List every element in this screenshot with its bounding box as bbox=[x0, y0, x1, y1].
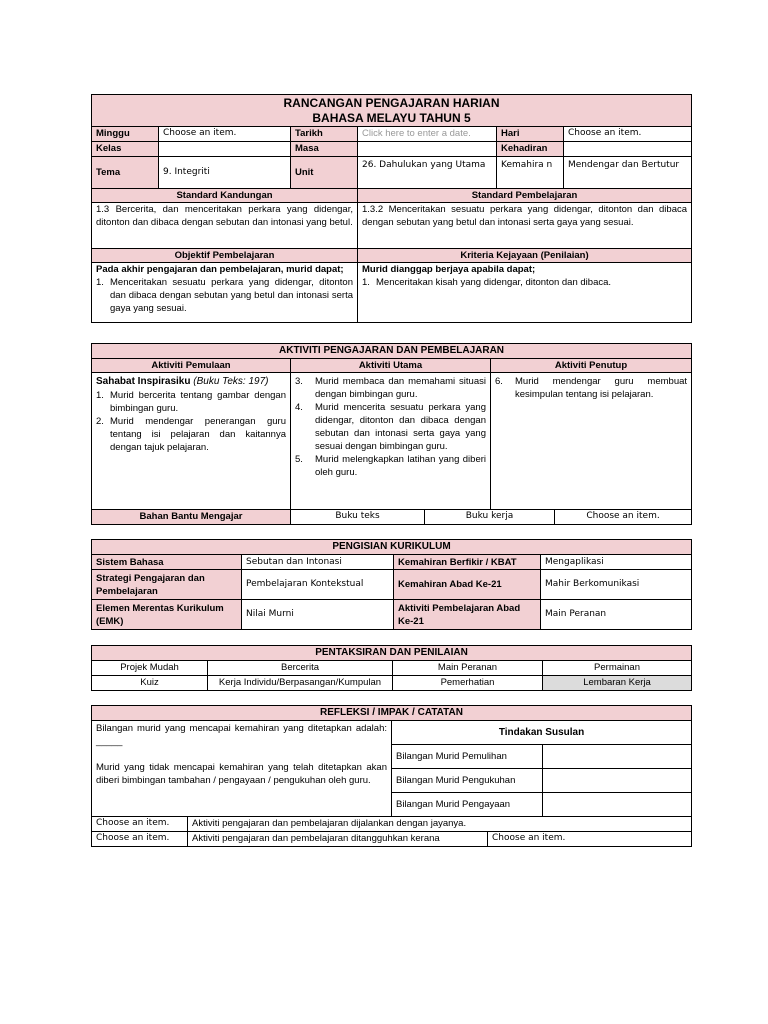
status-select-2[interactable]: Choose an item. bbox=[92, 832, 188, 847]
bbm-select-1[interactable]: Buku teks bbox=[291, 510, 425, 525]
unit-select[interactable]: 26. Dahulukan yang Utama bbox=[358, 157, 497, 189]
standard-kandungan-text: 1.3 Bercerita, dan menceritakan perkara yang didengar, ditonton dan dibaca dengan sebutan dan intonasi yang betul. bbox=[92, 203, 358, 249]
document-subtitle: BAHASA MELAYU TAHUN 5 bbox=[312, 110, 471, 125]
pentaksiran-option[interactable]: Permainan bbox=[543, 661, 692, 676]
pentaksiran-option[interactable]: Kuiz bbox=[92, 676, 208, 691]
kurikulum-label: Sistem Bahasa bbox=[92, 555, 242, 570]
aktiviti-table bbox=[91, 343, 692, 525]
aktiviti-utama-content bbox=[291, 373, 491, 510]
kurikulum-label: Kemahiran Abad Ke-21 bbox=[394, 570, 541, 600]
aktiviti-utama-header: Aktiviti Utama bbox=[291, 359, 491, 373]
utama-item: 5. Murid melengkapkan latihan yang diberi oleh guru. bbox=[295, 454, 486, 478]
bbm-label: Bahan Bantu Mengajar bbox=[92, 510, 291, 525]
document-title: RANCANGAN PENGAJARAN HARIAN bbox=[283, 95, 500, 110]
kemahiran-select[interactable]: Mendengar dan Bertutur bbox=[564, 157, 692, 189]
kemahiran-label: Kemahira n bbox=[497, 157, 564, 189]
tindakan-label: Bilangan Murid Pengayaan bbox=[392, 793, 543, 817]
kurikulum-label: Kemahiran Berfikir / KBAT bbox=[394, 555, 541, 570]
refleksi-title: REFLEKSI / IMPAK / CATATAN bbox=[92, 706, 692, 721]
refleksi-notes bbox=[92, 721, 392, 817]
hari-select[interactable]: Choose an item. bbox=[564, 127, 692, 142]
kelas-field[interactable] bbox=[159, 142, 291, 157]
status-text-2: Aktiviti pengajaran dan pembelajaran ditangguhkan kerana bbox=[188, 832, 488, 847]
penutup-item: 6. Murid mendengar guru membuat kesimpulan tentang isi pelajaran. bbox=[495, 376, 688, 400]
utama-item: 3. Murid membaca dan memahami situasi dengan bimbingan guru. bbox=[295, 376, 486, 400]
refleksi-text-1: Bilangan murid yang mencapai kemahiran yang ditetapkan adalah: _____ bbox=[96, 723, 387, 747]
kehadiran-label: Kehadiran bbox=[497, 142, 564, 157]
unit-label: Unit bbox=[291, 157, 358, 189]
tindakan-input[interactable] bbox=[543, 769, 692, 793]
status-reason-select[interactable]: Choose an item. bbox=[488, 832, 692, 847]
kurikulum-select[interactable]: Sebutan dan Intonasi bbox=[242, 555, 394, 570]
refleksi-text-2: Murid yang tidak mencapai kemahiran yang telah ditetapkan akan diberi bimbingan tambahan / pengayaan / pengukuhan oleh guru. bbox=[96, 762, 387, 786]
kurikulum-select[interactable]: Mahir Berkomunikasi bbox=[541, 570, 692, 600]
kehadiran-field[interactable] bbox=[564, 142, 692, 157]
tindakan-susulan-header: Tindakan Susulan bbox=[392, 721, 692, 745]
tindakan-input[interactable] bbox=[543, 745, 692, 769]
kurikulum-select[interactable]: Main Peranan bbox=[541, 600, 692, 630]
aktiviti-penutup-content bbox=[491, 373, 692, 510]
kurikulum-label: Elemen Merentas Kurikulum (EMK) bbox=[92, 600, 242, 630]
tema-label: Tema bbox=[92, 157, 159, 189]
masa-label: Masa bbox=[291, 142, 358, 157]
hari-label: Hari bbox=[497, 127, 564, 142]
document-title-cell bbox=[92, 95, 692, 127]
tindakan-label: Bilangan Murid Pemulihan bbox=[392, 745, 543, 769]
pentaksiran-option-selected[interactable]: Lembaran Kerja bbox=[543, 676, 692, 691]
minggu-label: Minggu bbox=[92, 127, 159, 142]
kurikulum-title: PENGISIAN KURIKULUM bbox=[92, 540, 692, 555]
masa-field[interactable] bbox=[358, 142, 497, 157]
kriteria-header: Kriteria Kejayaan (Penilaian) bbox=[358, 249, 692, 263]
kurikulum-table bbox=[91, 539, 692, 630]
kurikulum-select[interactable]: Nilai Murni bbox=[242, 600, 394, 630]
tindakan-input[interactable] bbox=[543, 793, 692, 817]
pentaksiran-option[interactable]: Projek Mudah bbox=[92, 661, 208, 676]
objektif-header: Objektif Pembelajaran bbox=[92, 249, 358, 263]
intro-textbook-ref: (Buku Teks: 197) bbox=[193, 376, 269, 387]
utama-item: 4. Murid mencerita sesuatu perkara yang didengar, ditonton dan dibaca dengan sebutan dan intonasi serta gaya yang sesuai dengan bimbingan guru. bbox=[295, 402, 486, 452]
minggu-select[interactable]: Choose an item. bbox=[159, 127, 291, 142]
kriteria-item: 1. Menceritakan kisah yang didengar, ditonton dan dibaca. bbox=[362, 276, 687, 289]
aktiviti-pemulaan-content bbox=[92, 373, 291, 510]
tindakan-label: Bilangan Murid Pengukuhan bbox=[392, 769, 543, 793]
pentaksiran-title: PENTAKSIRAN DAN PENILAIAN bbox=[92, 646, 692, 661]
kurikulum-select[interactable]: Pembelajaran Kontekstual bbox=[242, 570, 394, 600]
objektif-content bbox=[92, 263, 358, 323]
kelas-label: Kelas bbox=[92, 142, 159, 157]
status-select-1[interactable]: Choose an item. bbox=[92, 817, 188, 832]
standard-pembelajaran-text: 1.3.2 Menceritakan sesuatu perkara yang didengar, ditonton dan dibaca dengan sebutan yang betul dan intonasi serta gaya yang sesuai. bbox=[358, 203, 692, 249]
kurikulum-label: Aktiviti Pembelajaran Abad Ke-21 bbox=[394, 600, 541, 630]
kriteria-item-text: Menceritakan kisah yang didengar, ditonton dan dibaca. bbox=[376, 277, 612, 288]
objektif-item-text: Menceritakan sesuatu perkara yang didengar, ditonton dan dibaca dengan sebutan yang betul dan intonasi serta gaya yang sesuai. bbox=[110, 277, 353, 314]
kurikulum-label: Strategi Pengajaran dan Pembelajaran bbox=[92, 570, 242, 600]
pentaksiran-option[interactable]: Main Peranan bbox=[393, 661, 543, 676]
aktiviti-pemulaan-header: Aktiviti Pemulaan bbox=[92, 359, 291, 373]
bbm-select-3[interactable]: Choose an item. bbox=[555, 510, 692, 525]
pentaksiran-option[interactable]: Bercerita bbox=[208, 661, 393, 676]
objektif-item: 1. Menceritakan sesuatu perkara yang didengar, ditonton dan dibaca dengan sebutan yang betul dan intonasi serta gaya yang sesuai. bbox=[96, 277, 353, 314]
pentaksiran-option[interactable]: Pemerhatian bbox=[393, 676, 543, 691]
pemulaan-item: 2. Murid mendengar penerangan guru tentang isi pelajaran dan kaitannya dengan tajuk pelajaran. bbox=[96, 416, 286, 453]
rph-header-table bbox=[91, 94, 692, 323]
status-text-1: Aktiviti pengajaran dan pembelajaran dijalankan dengan jayanya. bbox=[188, 817, 692, 832]
aktiviti-title: AKTIVITI PENGAJARAN DAN PEMBELAJARAN bbox=[92, 344, 692, 359]
kurikulum-select[interactable]: Mengaplikasi bbox=[541, 555, 692, 570]
tarikh-date-picker[interactable]: Click here to enter a date. bbox=[358, 127, 497, 142]
pemulaan-item: 1. Murid bercerita tentang gambar dengan bimbingan guru. bbox=[96, 390, 286, 414]
standard-kandungan-header: Standard Kandungan bbox=[92, 189, 358, 203]
pentaksiran-option[interactable]: Kerja Individu/Berpasangan/Kumpulan bbox=[208, 676, 393, 691]
kriteria-content bbox=[358, 263, 692, 323]
standard-pembelajaran-header: Standard Pembelajaran bbox=[358, 189, 692, 203]
refleksi-table bbox=[91, 705, 692, 847]
bbm-select-2[interactable]: Buku kerja bbox=[425, 510, 555, 525]
pentaksiran-table bbox=[91, 645, 692, 691]
kriteria-intro: Murid dianggap berjaya apabila dapat; bbox=[362, 264, 536, 275]
objektif-intro: Pada akhir pengajaran dan pembelajaran, murid dapat; bbox=[96, 264, 344, 275]
intro-title: Sahabat Inspirasiku bbox=[96, 376, 191, 387]
tema-select[interactable]: 9. Integriti bbox=[159, 157, 291, 189]
tarikh-label: Tarikh bbox=[291, 127, 358, 142]
aktiviti-penutup-header: Aktiviti Penutup bbox=[491, 359, 692, 373]
